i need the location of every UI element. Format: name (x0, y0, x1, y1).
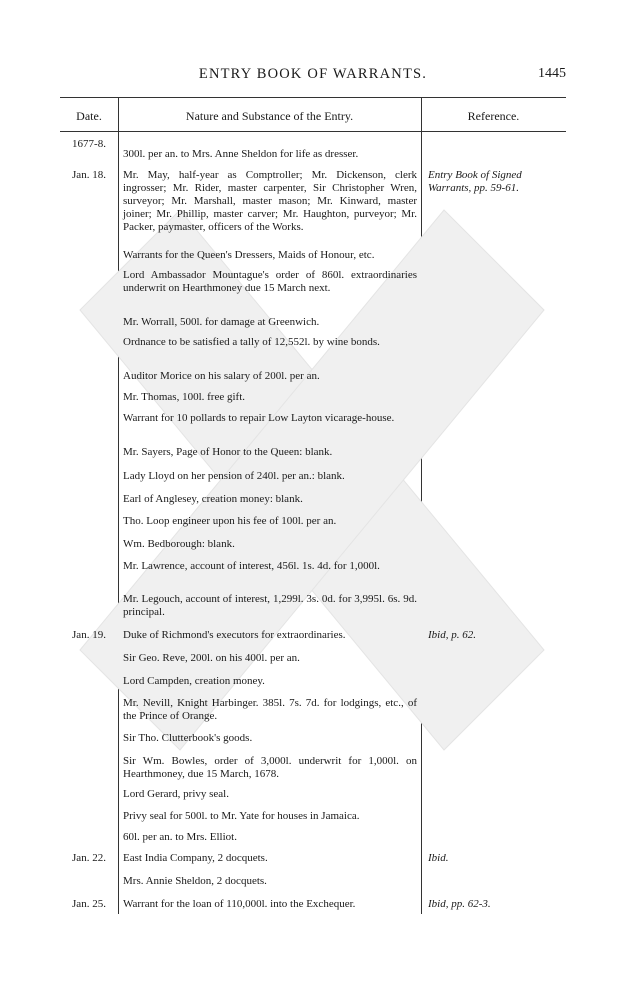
entry-3: Warrants for the Queen's Dressers, Maids of Honour, etc. (123, 249, 375, 261)
entry-25: 60l. per an. to Mrs. Elliot. (123, 831, 237, 843)
entry-18: Sir Geo. Reve, 200l. on his 400l. per an. (123, 652, 300, 664)
entry-23: Lord Gerard, privy seal. (123, 788, 229, 800)
reference-2: Ibid, p. 62. (428, 629, 476, 641)
entry-6: Ordnance to be satisfied a tally of 12,552l. by wine bonds. (123, 336, 380, 348)
running-header (60, 66, 566, 86)
entry-20: Mr. Nevill, Knight Harbinger. 385l. 7s. 7d. for lodgings, etc., of the Prince of Orange. (123, 697, 417, 722)
entry-26: East India Company, 2 docquets. (123, 852, 268, 864)
date-jan-19: Jan. 19. (72, 629, 106, 641)
date-year: 1677-8. (72, 138, 106, 150)
entry-19: Lord Campden, creation money. (123, 675, 265, 687)
reference-3: Ibid. (428, 852, 449, 864)
entry-21: Sir Tho. Clutterbook's goods. (123, 732, 253, 744)
page-number: 1445 (538, 66, 566, 81)
entry-5: Mr. Worrall, 500l. for damage at Greenwich. (123, 316, 320, 328)
table-header-rule (60, 131, 566, 132)
date-jan-25: Jan. 25. (72, 898, 106, 910)
entry-10: Mr. Sayers, Page of Honor to the Queen: blank. (123, 446, 333, 458)
column-header-reference: Reference. (467, 109, 520, 123)
date-jan-22: Jan. 22. (72, 852, 106, 864)
table-top-rule (60, 97, 566, 98)
page-title: ENTRY BOOK OF WARRANTS. (198, 66, 428, 82)
entry-8: Mr. Thomas, 100l. free gift. (123, 391, 245, 403)
column-header-nature: Nature and Substance of the Entry. (185, 109, 354, 123)
entry-28: Warrant for the loan of 110,000l. into the Exchequer. (123, 898, 356, 910)
date-jan-18: Jan. 18. (72, 169, 106, 181)
entry-12: Earl of Anglesey, creation money: blank. (123, 493, 303, 505)
column-header-date: Date. (76, 109, 102, 123)
entry-9: Warrant for 10 pollards to repair Low Layton vicarage-house. (123, 412, 395, 424)
entry-13: Tho. Loop engineer upon his fee of 100l. per an. (123, 515, 337, 527)
entry-14: Wm. Bedborough: blank. (123, 538, 235, 550)
entry-24: Privy seal for 500l. to Mr. Yate for houses in Jamaica. (123, 810, 360, 822)
entry-7: Auditor Morice on his salary of 200l. per an. (123, 370, 320, 382)
reference-1: Entry Book of Signed Warrants, pp. 59-61. (428, 169, 522, 194)
entry-1: 300l. per an. to Mrs. Anne Sheldon for life as dresser. (123, 148, 359, 160)
entry-27: Mrs. Annie Sheldon, 2 docquets. (123, 875, 267, 887)
reference-4: Ibid, pp. 62-3. (428, 898, 491, 910)
entry-17: Duke of Richmond's executors for extraordinaries. (123, 629, 346, 641)
entry-15: Mr. Lawrence, account of interest, 456l. 1s. 4d. for 1,000l. (123, 560, 380, 572)
entry-11: Lady Lloyd on her pension of 240l. per an.: blank. (123, 470, 345, 482)
entry-2: Mr. May, half-year as Comptroller; Mr. Dickenson, clerk ingrosser; Mr. Rider, master carpenter, Sir Christopher Wren, surveyor; Mr. Marshall, master mason; Mr. Kinward, master joiner; Mr. Phillip, master carver; Mr. Haughton, purveyor; Mr. Packer, paymaster, officers of the Works. (123, 169, 417, 233)
entry-4: Lord Ambassador Mountague's order of 860l. extraordinaries underwrit on Hearthmoney due 15 March next. (123, 269, 417, 294)
entry-22: Sir Wm. Bowles, order of 3,000l. underwrit for 1,000l. on Hearthmoney, due 15 March, 1678. (123, 755, 417, 780)
entry-16: Mr. Legouch, account of interest, 1,299l. 3s. 0d. for 3,995l. 6s. 9d. principal. (123, 593, 417, 618)
